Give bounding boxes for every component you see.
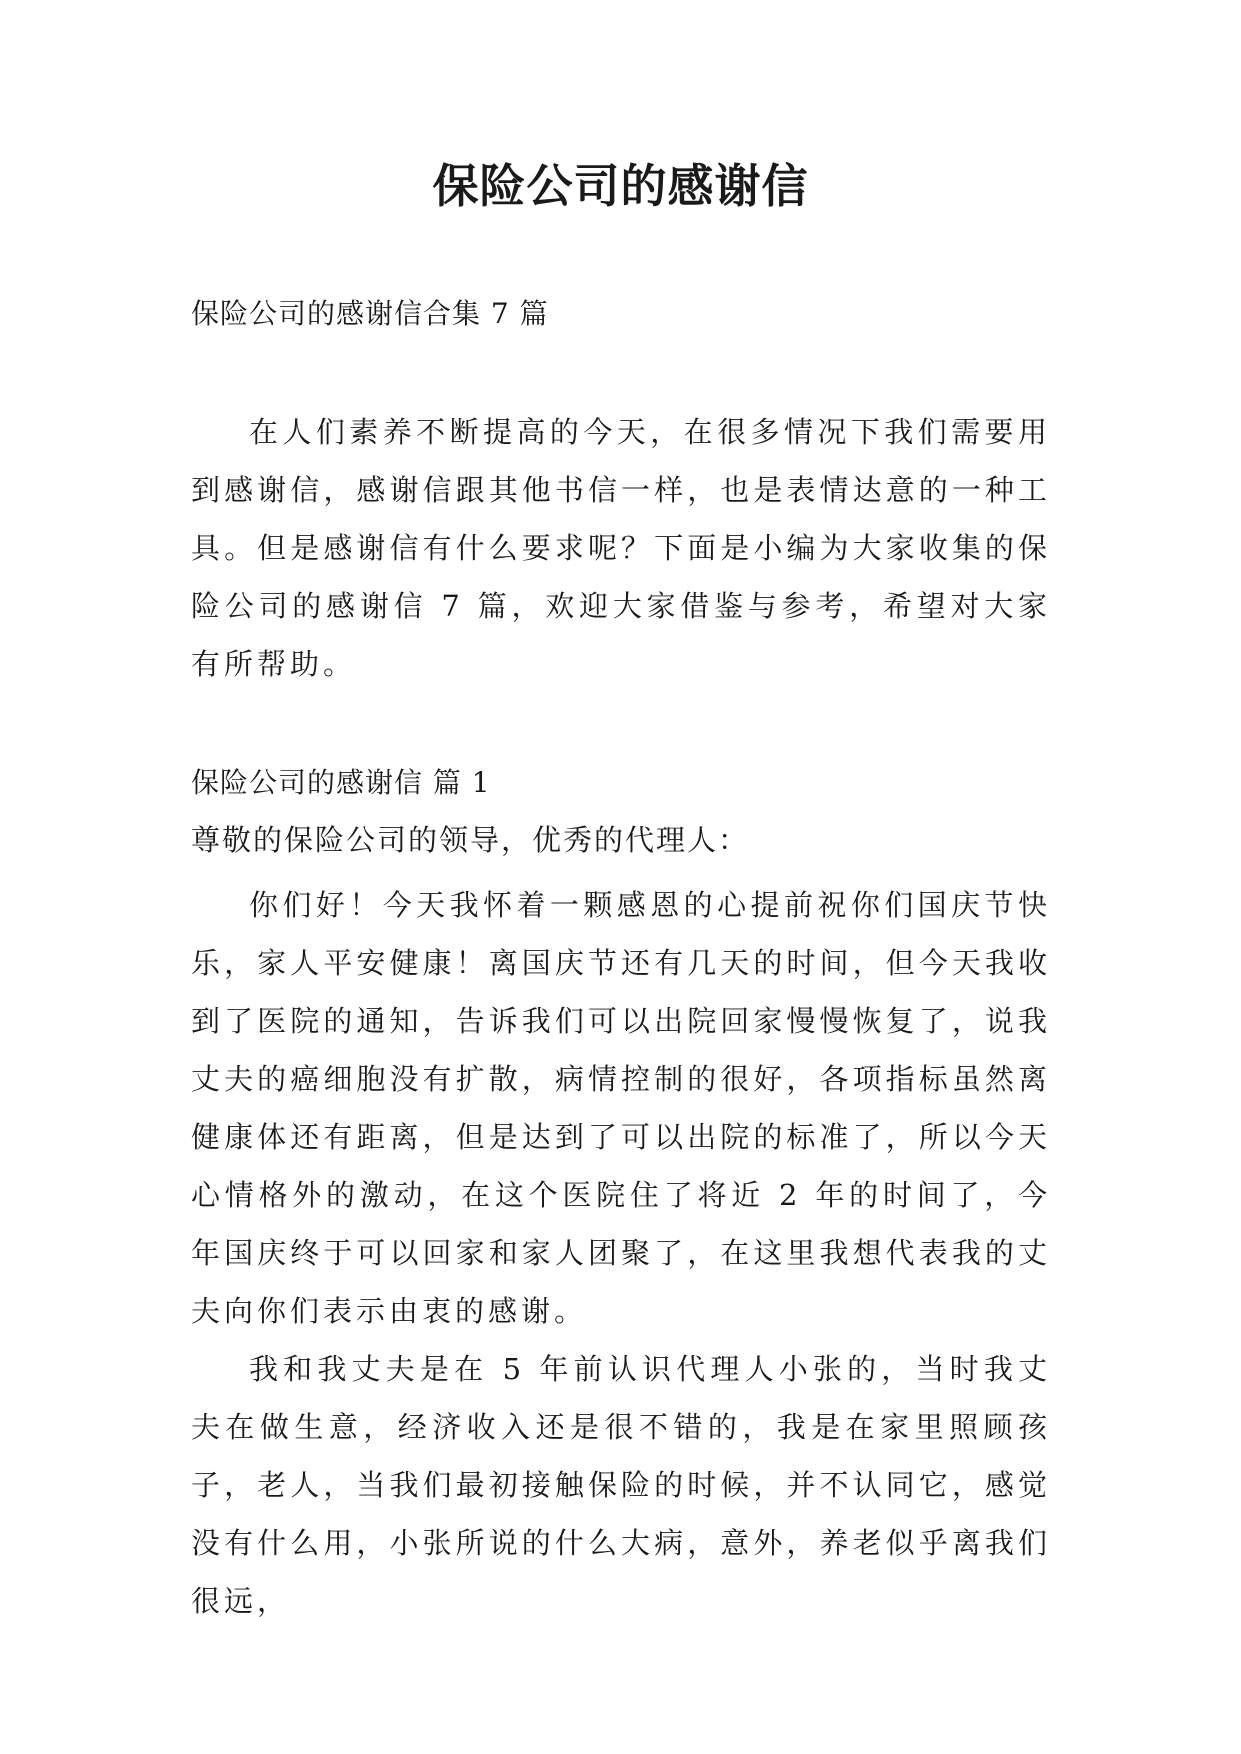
document-subtitle: 保险公司的感谢信合集 7 篇 (191, 297, 549, 330)
letter-paragraph: 你们好！今天我怀着一颗感恩的心提前祝你们国庆节快乐，家人平安健康！离国庆节还有几天的时间，但今天我收到了医院的通知，告诉我们可以出院回家慢慢恢复了，说我丈夫的癌细胞没有扩散，病情控制的很好，各项指标虽然离健康体还有距离，但是达到了可以出院的标准了，所以今天心情格外的激动，在这个医院住了将近 2 年的时间了，今年国庆终于可以回家和家人团聚了，在这里我想代表我的丈夫向你们表示由衷的感谢。 (191, 888, 1051, 1328)
intro-block (191, 403, 1051, 693)
letter-body (191, 876, 1051, 1630)
section-heading: 保险公司的感谢信 篇 1 (191, 766, 491, 799)
intro-paragraph: 在人们素养不断提高的今天，在很多情况下我们需要用到感谢信，感谢信跟其他书信一样，也是表情达意的一种工具。但是感谢信有什么要求呢？下面是小编为大家收集的保险公司的感谢信 7 篇，欢迎大家借鉴与参考，希望对大家有所帮助。 (191, 415, 1051, 681)
letter-salutation: 尊敬的保险公司的领导，优秀的代理人： (191, 823, 750, 857)
document-title: 保险公司的感谢信 (432, 159, 809, 213)
letter-paragraph: 我和我丈夫是在 5 年前认识代理人小张的，当时我丈夫在做生意，经济收入还是很不错的，我是在家里照顾孩子，老人，当我们最初接触保险的时候，并不认同它，感觉没有什么用，小张所说的什么大病，意外，养老似乎离我们很远， (191, 1352, 1051, 1618)
